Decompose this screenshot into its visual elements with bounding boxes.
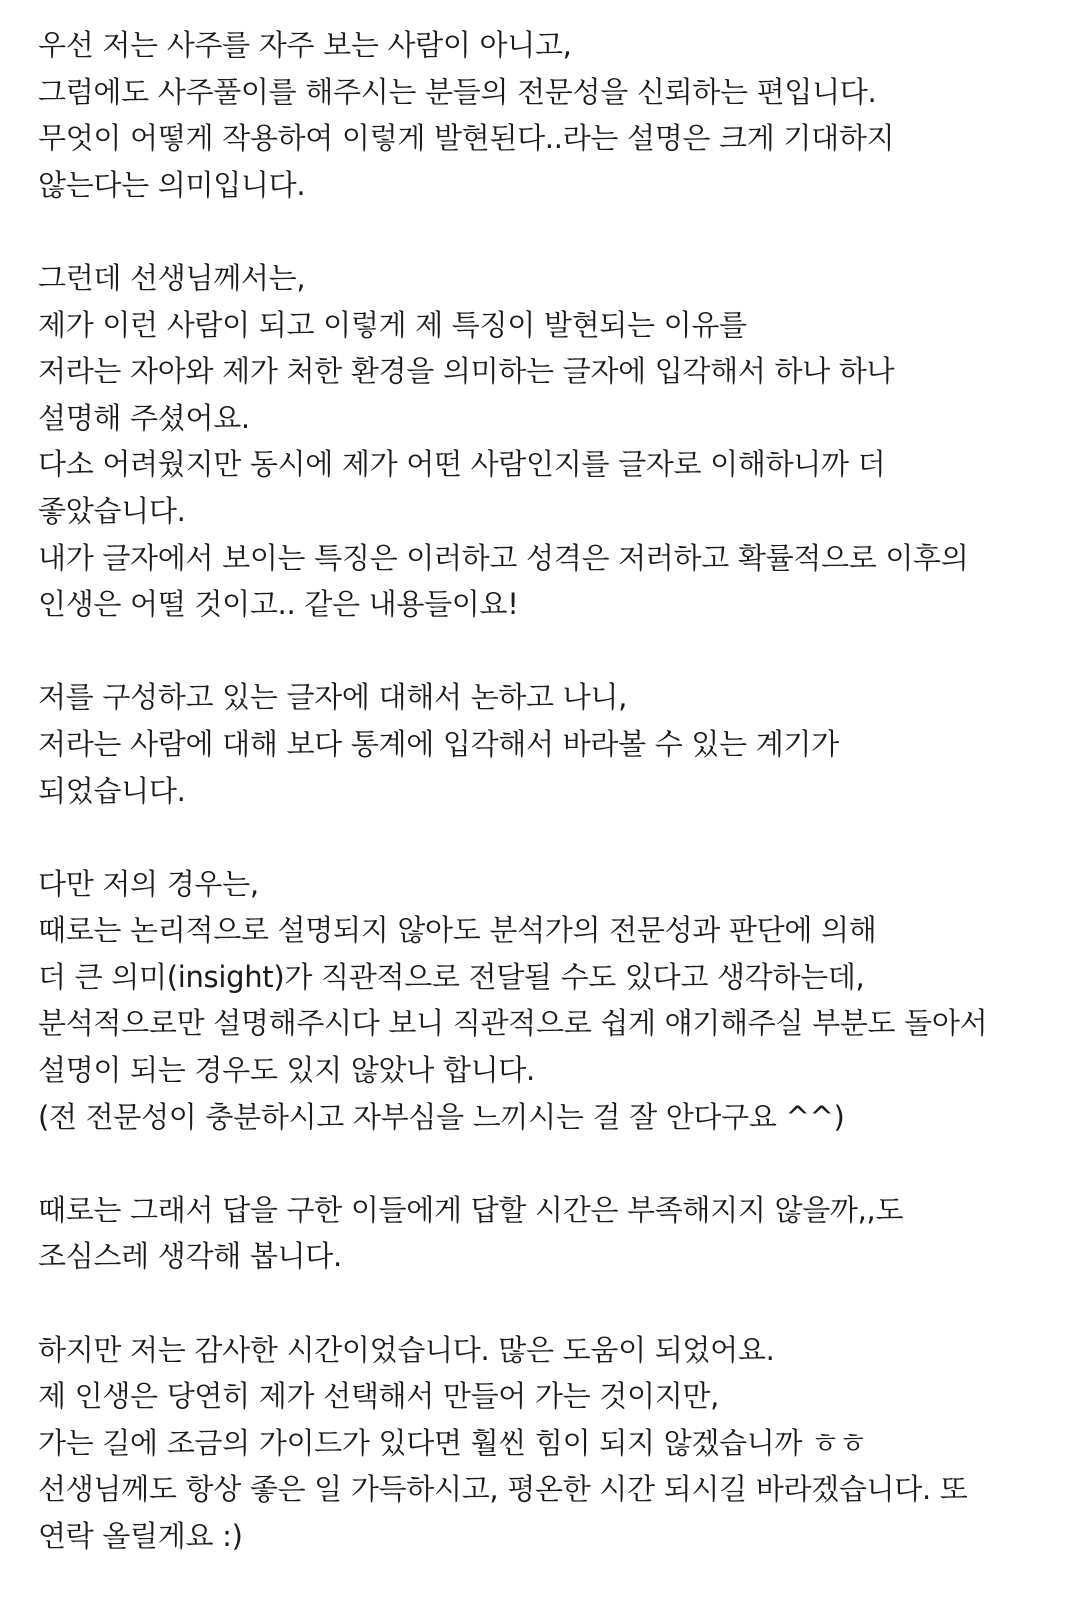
text-line: 제가 이런 사람이 되고 이렇게 제 특징이 발현되는 이유를 [38,307,747,342]
text-line: 그런데 선생님께서는, [38,260,306,295]
text-line: 내가 글자에서 보이는 특징은 이러하고 성격은 저러하고 확률적으로 이후의 [38,540,969,575]
text-line: 설명해 주셨어요. [38,400,250,435]
text-line: 않는다는 의미입니다. [38,167,306,202]
text-line: 되었습니다. [38,773,186,808]
text-line: 인생은 어떨 것이고.. 같은 내용들이요! [38,587,519,622]
blank-line [38,1280,1050,1327]
text-line: 가는 길에 조금의 가이드가 있다면 훨씬 힘이 되지 않겠습니까 ㅎㅎ [38,1425,867,1460]
text-line: 때로는 논리적으로 설명되지 않아도 분석가의 전문성과 판단에 의해 [38,913,877,948]
text-line: 좋았습니다. [38,493,186,528]
text-line: 연락 올릴게요 :) [38,1519,243,1553]
text-line: 더 큰 의미(insight)가 직관적으로 전달될 수도 있다고 생각하는데, [38,959,865,994]
blank-line [38,1140,1050,1187]
text-line: 하지만 저는 감사한 시간이었습니다. 많은 도움이 되었어요. [38,1332,775,1367]
blank-line [38,814,1050,861]
text-line: 때로는 그래서 답을 구한 이들에게 답할 시간은 부족해지지 않을까,,도 [38,1192,904,1227]
text-line: 조심스레 생각해 봅니다. [38,1239,342,1274]
text-line: 분석적으로만 설명해주시다 보니 직관적으로 쉽게 얘기해주실 부분도 돌아서 [38,1006,988,1041]
text-line: 저라는 자아와 제가 처한 환경을 의미하는 글자에 입각해서 하나 하나 [38,354,895,389]
text-line: 다만 저의 경우는, [38,866,259,901]
blank-line [38,208,1050,255]
text-line: 제 인생은 당연히 제가 선택해서 만들어 가는 것이지만, [38,1379,720,1414]
text-line: 설명이 되는 경우도 있지 않았나 합니다. [38,1053,535,1088]
text-line: 다소 어려웠지만 동시에 제가 어떤 사람인지를 글자로 이해하니까 더 [38,447,886,482]
text-line: (전 전문성이 충분하시고 자부심을 느끼시는 걸 잘 안다구요 ^^) [38,1099,845,1134]
text-line: 우선 저는 사주를 자주 보는 사람이 아니고, [38,28,572,62]
text-line: 그럼에도 사주풀이를 해주시는 분들의 전문성을 신뢰하는 편입니다. [38,74,877,109]
text-line: 선생님께도 항상 좋은 일 가득하시고, 평온한 시간 되시길 바라겠습니다. 또 [38,1472,968,1507]
text-line: 저를 구성하고 있는 글자에 대해서 논하고 나니, [38,680,627,715]
text-line: 무엇이 어떻게 작용하여 이렇게 발현된다..라는 설명은 크게 기대하지 [38,121,895,156]
text-line: 저라는 사람에 대해 보다 통계에 입각해서 바라볼 수 있는 계기가 [38,726,839,761]
blank-line [38,628,1050,675]
